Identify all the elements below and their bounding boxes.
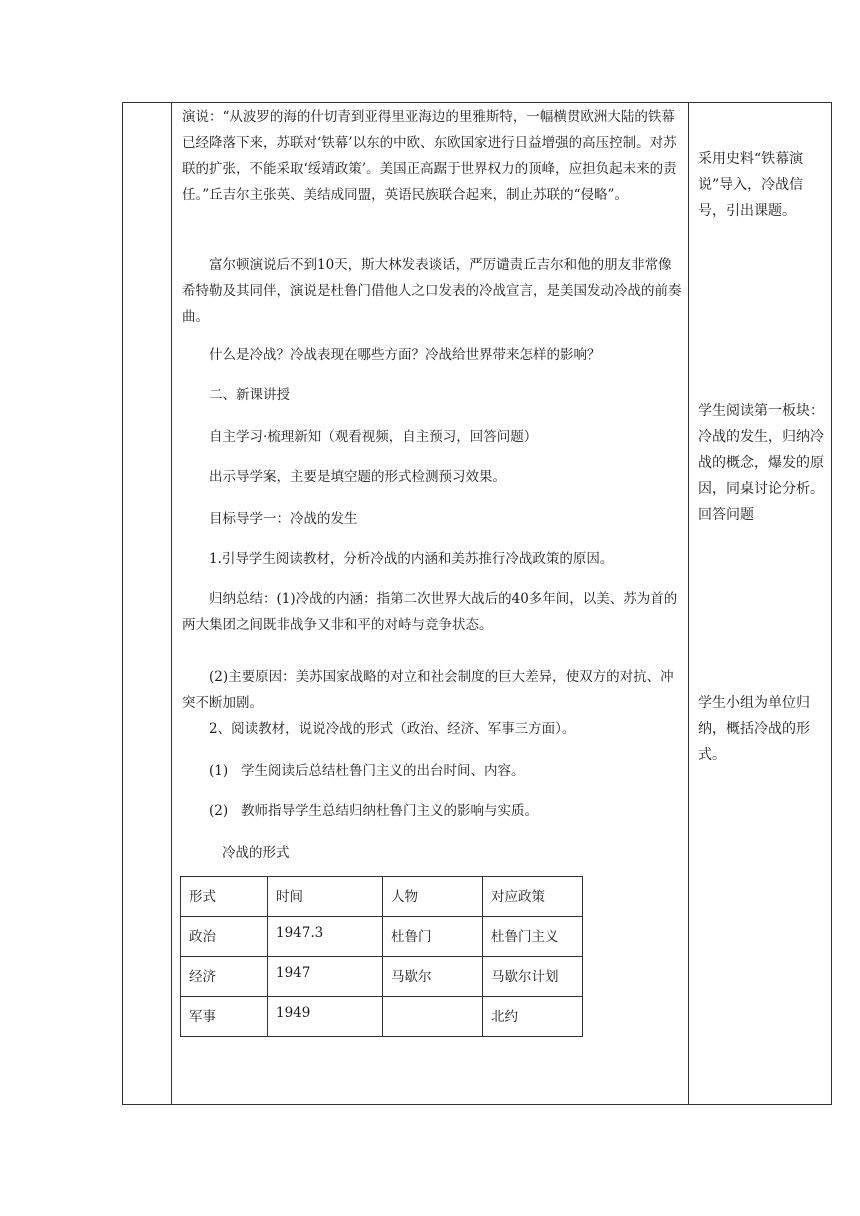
sub-item-text: 学生阅读后总结杜鲁门主义的出台时间、内容。	[241, 763, 525, 779]
table-header-cell: 形式	[181, 877, 268, 917]
table-cell	[383, 997, 483, 1037]
table-cell: 军事	[181, 997, 268, 1037]
table-cell: 杜鲁门	[383, 917, 483, 957]
self-study-heading: 自主学习·梳理新知（观看视频，自主预习，回答问题）	[209, 429, 538, 445]
speech-paragraph: 演说：“从波罗的海的什切青到亚得里亚海边的里雅斯特，一幅横贯欧洲大陆的铁幕已经降落下来，苏联对‘铁幕’以东的中欧、东欧国家进行日益增强的高压控制。对苏联的扩张，不能采取‘绥靖政策’。美国正高踞于世界权力的顶峰，应担负起未来的责任。”丘吉尔主张英、美结成同盟，英语民族联合起来，制止苏联的“侵略”。	[182, 109, 677, 203]
cold-war-forms-table	[180, 876, 583, 1037]
questions-paragraph: 什么是冷战？冷战表现在哪些方面？冷战给世界带来怎样的影响？	[209, 347, 601, 363]
sub-item	[209, 758, 709, 784]
table-header-cell: 对应政策	[483, 877, 583, 917]
sub-item-number: (2)	[209, 803, 229, 819]
sub-item	[209, 798, 709, 824]
section-heading: 二、新课讲授	[209, 387, 290, 403]
table-row	[181, 917, 583, 957]
table-cell: 政治	[181, 917, 268, 957]
reason-paragraph: (2)主要原因：美苏国家战略的对立和社会制度的巨大差异，使双方的对抗、冲突不断加剧。	[182, 669, 674, 711]
table-cell: 1947.3	[268, 917, 383, 957]
table-cell: 马歇尔	[383, 957, 483, 997]
summary-paragraph	[182, 586, 682, 638]
guide-paragraph: 出示导学案，主要是填空题的形式检测预习效果。	[209, 469, 506, 485]
sub-item-number: (1)	[209, 763, 229, 779]
table-header-cell: 时间	[268, 877, 383, 917]
goal-heading: 目标导学一：冷战的发生	[209, 511, 358, 527]
design-note: 学生小组为单位归纳，概括冷战的形式。	[698, 695, 810, 763]
summary-text: (1)冷战的内涵：指第二次世界大战后的40多年间，以美、苏为首的两大集团之间既非战争又非和平的对峙与竞争状态。	[182, 591, 678, 633]
table-cell: 马歇尔计划	[483, 957, 583, 997]
table-header-cell: 人物	[383, 877, 483, 917]
table-row	[181, 957, 583, 997]
table-cell: 1947	[268, 957, 383, 997]
sub-item-text: 教师指导学生总结归纳杜鲁门主义的影响与实质。	[241, 803, 538, 819]
table-cell: 1949	[268, 997, 383, 1037]
table-header-row	[181, 877, 583, 917]
summary-label: 归纳总结：	[209, 591, 277, 607]
table-row	[181, 997, 583, 1037]
table-cell: 杜鲁门主义	[483, 917, 583, 957]
step1-paragraph: 1.引导学生阅读教材，分析冷战的内涵和美苏推行冷战政策的原因。	[209, 551, 614, 567]
table-caption: 冷战的形式	[222, 845, 290, 861]
table-cell: 北约	[483, 997, 583, 1037]
column-divider	[171, 102, 172, 1105]
design-note: 学生阅读第一板块：冷战的发生，归纳冷战的概念，爆发的原因，同桌讨论分析。回答问题	[698, 403, 824, 523]
table-cell: 经济	[181, 957, 268, 997]
stalin-paragraph: 富尔顿演说后不到10天，斯大林发表谈话，严厉谴责丘吉尔和他的朋友非常像希特勒及其同伴，演说是杜鲁门借他人之口发表的冷战宣言，是美国发动冷战的前奏曲。	[182, 257, 682, 325]
column-divider	[688, 102, 689, 1105]
step2-paragraph: 2、阅读教材，说说冷战的形式（政治、经济、军事三方面）。	[209, 721, 576, 737]
design-note: 采用史料“铁幕演说”导入，冷战信号，引出课题。	[698, 151, 804, 219]
